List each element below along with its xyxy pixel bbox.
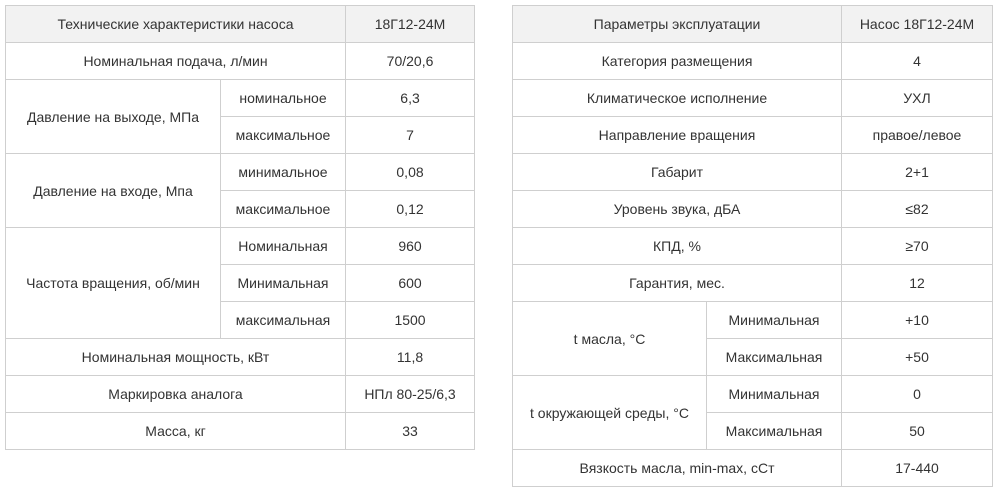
sub-label-cell: Номинальная	[221, 228, 346, 265]
table-row	[513, 265, 993, 302]
value-cell: 17-440	[842, 450, 993, 487]
param-cell: t масла, °С	[513, 302, 707, 376]
param-cell: Габарит	[513, 154, 842, 191]
param-cell: Частота вращения, об/мин	[6, 228, 221, 339]
header-value: 18Г12-24М	[346, 6, 475, 43]
value-cell: ≥70	[842, 228, 993, 265]
sub-label-cell: минимальное	[221, 154, 346, 191]
operation-params-table	[512, 5, 993, 487]
value-cell: 11,8	[346, 339, 475, 376]
header-param: Технические характеристики насоса	[6, 6, 346, 43]
value-cell: ≤82	[842, 191, 993, 228]
param-cell: Направление вращения	[513, 117, 842, 154]
param-cell: t окружающей среды, °С	[513, 376, 707, 450]
table-row	[6, 376, 475, 413]
value-cell: 4	[842, 43, 993, 80]
value-cell: 6,3	[346, 80, 475, 117]
table-row	[513, 117, 993, 154]
param-cell: Номинальная мощность, кВт	[6, 339, 346, 376]
table-row	[6, 228, 475, 265]
table-row	[513, 43, 993, 80]
value-cell: 50	[842, 413, 993, 450]
table-row	[6, 43, 475, 80]
value-cell: 2+1	[842, 154, 993, 191]
value-cell: 70/20,6	[346, 43, 475, 80]
param-cell: Гарантия, мес.	[513, 265, 842, 302]
value-cell: 7	[346, 117, 475, 154]
value-cell: +10	[842, 302, 993, 339]
sub-label-cell: максимальная	[221, 302, 346, 339]
param-cell: Давление на выходе, МПа	[6, 80, 221, 154]
sub-label-cell: максимальное	[221, 117, 346, 154]
table-row	[6, 154, 475, 191]
table-row	[6, 413, 475, 450]
param-cell: Давление на входе, Мпа	[6, 154, 221, 228]
value-cell: 12	[842, 265, 993, 302]
sub-label-cell: максимальное	[221, 191, 346, 228]
param-cell: Номинальная подача, л/мин	[6, 43, 346, 80]
value-cell: правое/левое	[842, 117, 993, 154]
param-cell: Маркировка аналога	[6, 376, 346, 413]
table-row	[513, 191, 993, 228]
table-row	[513, 154, 993, 191]
sub-label-cell: номинальное	[221, 80, 346, 117]
table-row	[513, 450, 993, 487]
value-cell: 0	[842, 376, 993, 413]
value-cell: УХЛ	[842, 80, 993, 117]
value-cell: 33	[346, 413, 475, 450]
value-cell: 1500	[346, 302, 475, 339]
param-cell: Климатическое исполнение	[513, 80, 842, 117]
value-cell: 960	[346, 228, 475, 265]
param-cell: Уровень звука, дБА	[513, 191, 842, 228]
sub-label-cell: Минимальная	[707, 376, 842, 413]
param-cell: Вязкость масла, min-max, сСт	[513, 450, 842, 487]
param-cell: КПД, %	[513, 228, 842, 265]
sub-label-cell: Минимальная	[707, 302, 842, 339]
param-cell: Масса, кг	[6, 413, 346, 450]
value-cell: +50	[842, 339, 993, 376]
value-cell: 0,08	[346, 154, 475, 191]
pump-specs-table	[5, 5, 475, 450]
table-row	[513, 80, 993, 117]
value-cell: 600	[346, 265, 475, 302]
param-cell: Категория размещения	[513, 43, 842, 80]
table-row	[6, 339, 475, 376]
header-value: Насос 18Г12-24М	[842, 6, 993, 43]
value-cell: НПл 80-25/6,3	[346, 376, 475, 413]
table-header-row	[513, 6, 993, 43]
sub-label-cell: Максимальная	[707, 413, 842, 450]
table-row	[513, 376, 993, 413]
table-header-row	[6, 6, 475, 43]
table-row	[513, 302, 993, 339]
table-row	[6, 80, 475, 117]
value-cell: 0,12	[346, 191, 475, 228]
header-param: Параметры эксплуатации	[513, 6, 842, 43]
sub-label-cell: Максимальная	[707, 339, 842, 376]
table-row	[513, 228, 993, 265]
sub-label-cell: Минимальная	[221, 265, 346, 302]
